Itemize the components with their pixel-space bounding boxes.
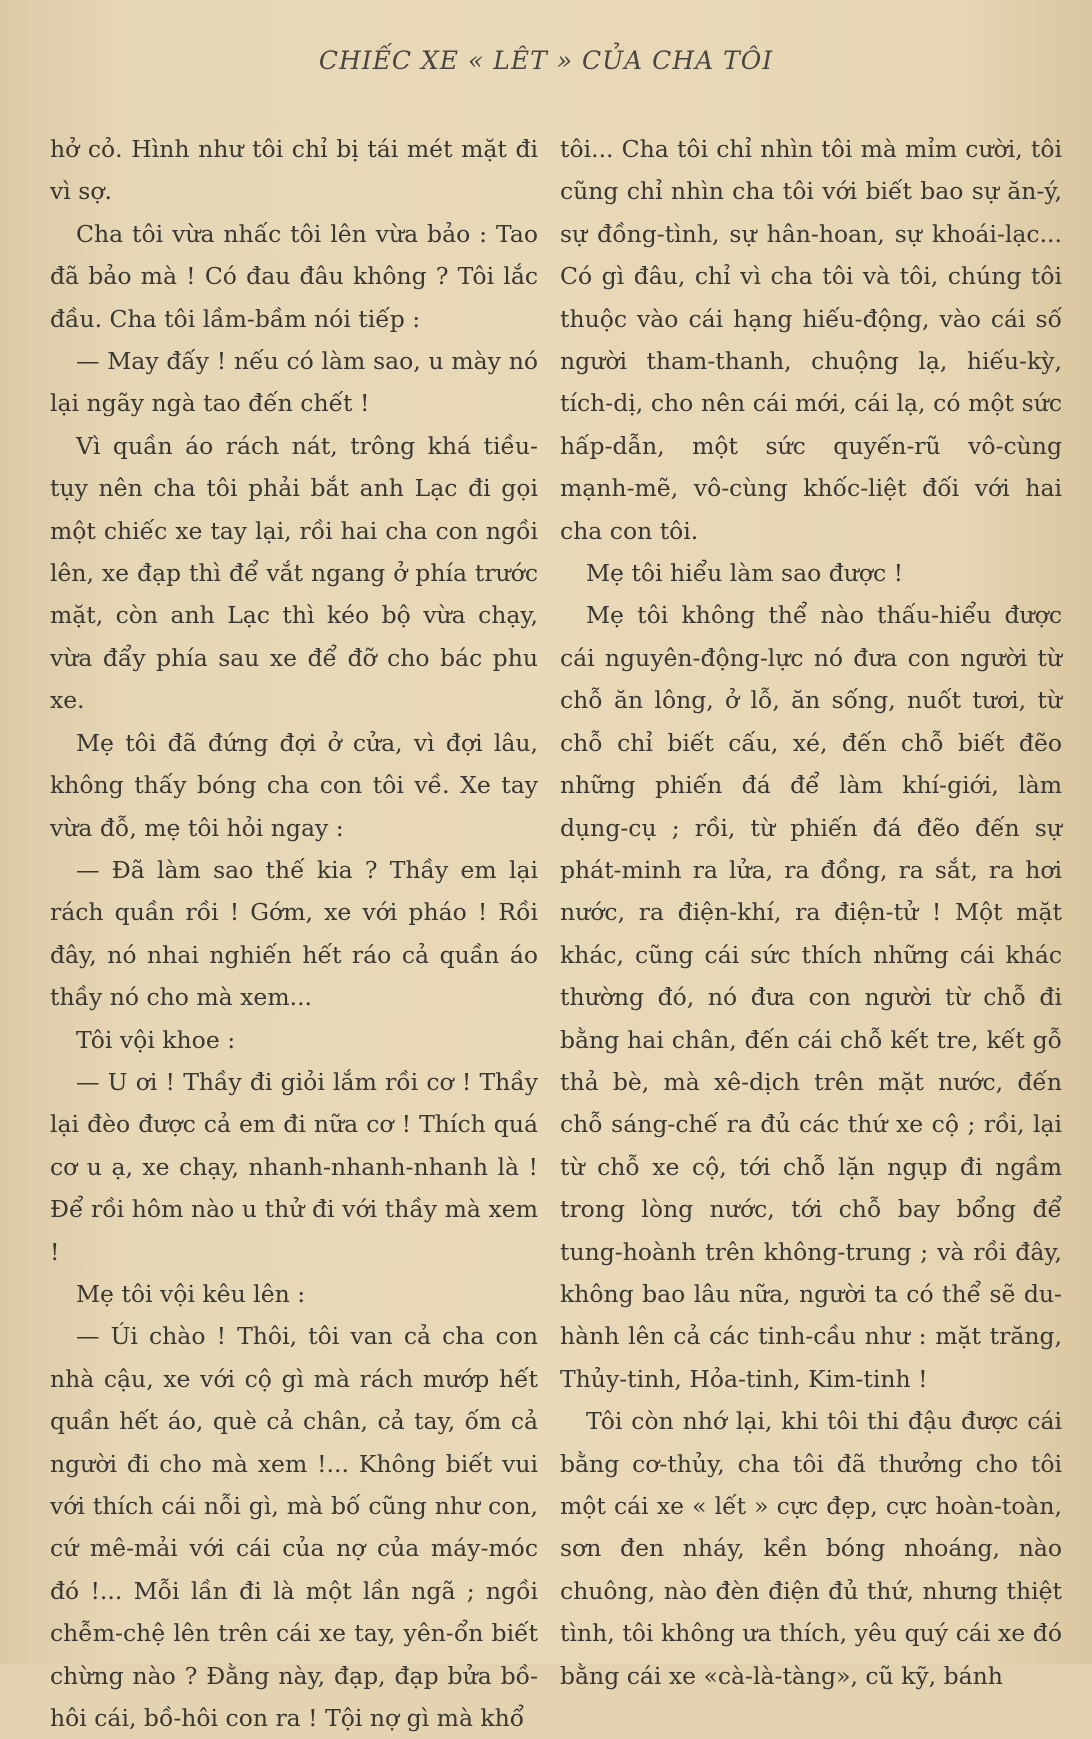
paragraph: tôi... Cha tôi chỉ nhìn tôi mà mỉm cười, tôi cũng chỉ nhìn cha tôi với biết bao sự ăn-ý, sự đồng-tình, sự hân-hoan, sự khoái-lạc... Có gì đâu, chỉ vì cha tôi và tôi, chúng tôi thuộc vào cái hạng hiếu-động, vào cái số người tham-thanh, chuộng lạ, hiếu-kỳ, tích-dị, cho nên cái mới, cái lạ, có một sức hấp-dẫn, một sức quyến-rũ vô-cùng mạnh-mẽ, vô-cùng khốc-liệt đối với hai cha con tôi. [560,135,1062,545]
paragraph: — Úi chào ! Thôi, tôi van cả cha con nhà cậu, xe với cộ gì mà rách mướp hết quần hết áo, què cả chân, cả tay, ốm cả người đi cho mà xem !... Không biết vui với thích cái nỗi gì, mà bố cũng như con, cứ mê-mải với cái của nợ của máy-móc đó !... Mỗi lần đi là một lần ngã ; ngồi chễm-chệ lên trên cái xe tay, yên-ổn biết chừng nào ? Đằng này, đạp, đạp bửa bồ-hôi cái, bồ-hôi con ra ! Tội nợ gì mà khổ [50,1322,538,1733]
paragraph: Mẹ tôi hiểu làm sao được ! [586,559,904,588]
running-header: CHIẾC XE « LÊT » CỦA CHA TÔI [318,46,774,75]
paragraph: Mẹ tôi đã đứng đợi ở cửa, vì đợi lâu, không thấy bóng cha con tôi về. Xe tay vừa đỗ, mẹ tôi hỏi ngay : [50,728,538,842]
paragraph: — Đã làm sao thế kia ? Thầy em lại rách quần rồi ! Gớm, xe với pháo ! Rồi đây, nó nhai nghiến hết ráo cả quần áo thầy nó cho mà xem... [50,855,538,1012]
paragraph: — May đấy ! nếu có làm sao, u mày nó lại ngãy ngà tao đến chết ! [50,347,538,418]
paragraph: Mẹ tôi vội kêu lên : [76,1279,306,1308]
paragraph: Vì quần áo rách nát, trông khá tiều-tụy nên cha tôi phải bắt anh Lạc đi gọi một chiếc xe tay lại, rồi hai cha con ngồi lên, xe đạp thì để vắt ngang ở phía trước mặt, còn anh Lạc thì kéo bộ vừa chạy, vừa đẩy phía sau xe để đỡ cho bác phu xe. [50,431,538,715]
paragraph: Tôi vội khoe : [76,1025,236,1054]
paragraph: — U ơi ! Thầy đi giỏi lắm rồi cơ ! Thầy lại đèo được cả em đi nữa cơ ! Thích quá cơ u ạ, xe chạy, nhanh-nhanh-nhanh là ! Để rồi hôm nào u thử đi với thầy mà xem ! [50,1067,538,1266]
paragraph: Tôi còn nhớ lại, khi tôi thi đậu được cái bằng cơ-thủy, cha tôi đã thưởng cho tôi một cái xe « lết » cực đẹp, cực hoàn-toàn, sơn đen nháy, kền bóng nhoáng, nào chuông, nào đèn điện đủ thứ, nhưng thiệt tình, tôi không ưa thích, yêu quý cái xe đó bằng cái xe «cà-là-tàng», cũ kỹ, bánh [560,1407,1062,1690]
left-column [50,128,538,1739]
paragraph: Cha tôi vừa nhấc tôi lên vừa bảo : Tao đã bảo mà ! Có đau đâu không ? Tôi lắc đầu. Cha tôi lầm-bầm nói tiếp : [50,219,538,333]
right-column [560,128,1062,1697]
paragraph: Mẹ tôi không thể nào thấu-hiểu được cái nguyên-động-lực nó đưa con người từ chỗ ăn lông, ở lỗ, ăn sống, nuốt tươi, từ chỗ chỉ biết cấu, xé, đến chỗ biết đẽo những phiến đá để làm khí-giới, làm dụng-cụ ; rồi, từ phiến đá đẽo đến sự phát-minh ra lửa, ra đồng, ra sắt, ra hơi nước, ra điện-khí, ra điện-tử ! Một mặt khác, cũng cái sức thích những cái khác thường đó, nó đưa con người từ chỗ đi bằng hai chân, đến cái chỗ kết tre, kết gỗ thả bè, mà xê-dịch trên mặt nước, đến chỗ sáng-chế ra đủ các thứ xe cộ ; rồi, lại từ chỗ xe cộ, tới chỗ lặn ngụp đi ngầm trong lòng nước, tới chỗ bay bổng để tung-hoành trên không-trung ; và rồi đây, không bao lâu nữa, người ta có thể sẽ du-hành lên cả các tinh-cầu như : mặt trăng, Thủy-tinh, Hỏa-tinh, Kim-tinh ! [560,601,1062,1393]
paragraph: hở cỏ. Hình như tôi chỉ bị tái mét mặt đi vì sợ. [50,135,538,206]
